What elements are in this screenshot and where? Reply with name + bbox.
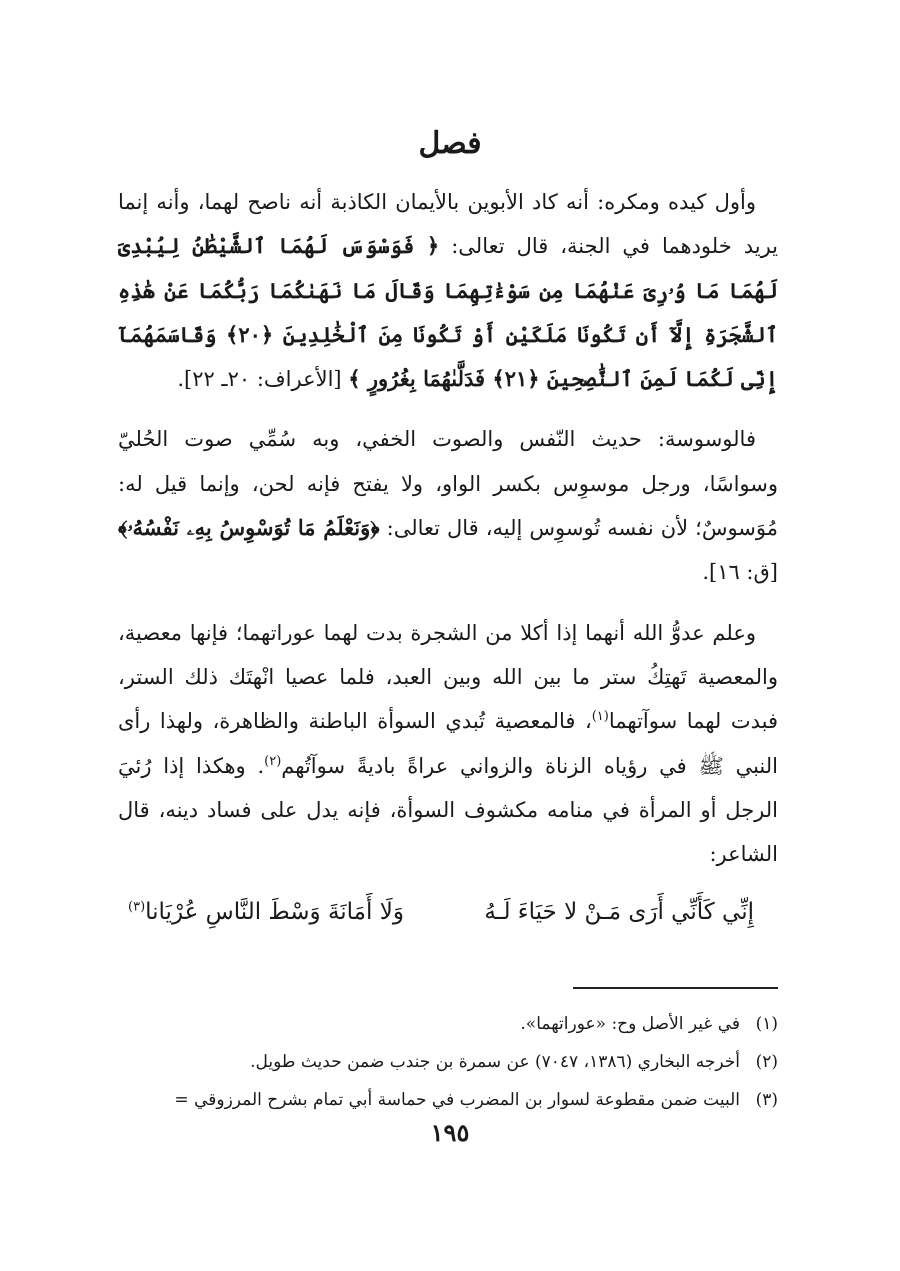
verse-reference-araf: [الأعراف: ٢٠ـ ٢٢].: [177, 367, 349, 392]
paragraph-3-text-c: . وهكذا إذا رُئيَ الرجل أو المرأة في منامه مكشوف السوأة، فإنه يدل على فساد دينه، قال الشاعر:: [118, 753, 778, 867]
footnote-ref-3[interactable]: (٣): [128, 899, 146, 915]
paragraph-3-text-a: وعلم عدوُّ الله أنهما إذا أكلا من الشجرة بدت لهما عوراتهما؛ فإنها معصية، والمعصية تَهتِكُ ستر ما بين الله وبين العبد، فلما عصيا انْهتَك ذلك الستر، فبدت لهما سوآتهما: [118, 620, 778, 734]
poem-hemistich-1: إِنِّي كَأَنِّي أَرَى مَـنْ لا حَيَاءَ لَـهُ: [484, 899, 754, 926]
poem-hemistich-2-wrap: [128, 890, 404, 934]
footnotes: [118, 1005, 778, 1119]
footnote-text: البيت ضمن مقطوعة لسوار بن المضرب في حماسة أبي تمام بشرح المرزوقي =: [174, 1090, 740, 1110]
page-number: ١٩٥: [430, 1118, 470, 1147]
footnote-text: في غير الأصل وح: «عوراتهما».: [520, 1014, 740, 1034]
footnote-number: (١): [755, 1014, 778, 1034]
paragraph-3-text-b: ، فالمعصية تُبدي السوأة الباطنة والظاهرة، ولهذا رأى النبي ﷺ في رؤياه الزناة والزواني عراةً باديةً سوآتُهم: [118, 709, 778, 778]
verse-reference-qaf: [ق: ١٦].: [702, 560, 778, 585]
footnote-text: أخرجه البخاري (١٣٨٦، ٧٠٤٧) عن سمرة بن جندب ضمن حديث طويل.: [250, 1052, 740, 1072]
paragraph-2-text: فالوسوسة: حديث النّفس والصوت الخفي، وبه سُمِّي صوت الحُليّ وسواسًا، ورجل موسوِس بكسر الواو، ولا يفتح فإنه لحن، وإنما قيل له: مُوَسوسٌ؛ لأن نفسه تُوسوِس إليه، قال تعالى:: [118, 427, 778, 541]
footnote-ref-1[interactable]: (١): [591, 709, 609, 725]
footnote-item: [118, 1081, 778, 1119]
footnote-divider: [573, 987, 778, 989]
section-title: فصل: [418, 126, 482, 161]
quran-verse-araf: ﴿ فَوَسْوَسَ لَهُمَا ٱلشَّيْطَٰنُ لِيُبْدِىَ لَهُمَا مَا وُۥرِىَ عَنْهُمَا مِن سَوْءَٰتِهِمَا وَقَالَ مَا نَهَىٰكُمَا رَبُّكُمَا عَنْ هَٰذِهِ ٱلشَّجَرَةِ إِلَّآ أَن تَكُونَا مَلَكَيْنِ أَوْ تَكُونَا مِنَ ٱلْخَٰلِدِينَ ﴿٢٠﴾ وَقَاسَمَهُمَآ إِنِّى لَكُمَا لَمِنَ ٱلنَّٰصِحِينَ ﴿٢١﴾ فَدَلَّىٰهُمَا بِغُرُورٍ ﴾: [118, 233, 779, 392]
poem-verse: [118, 890, 778, 934]
main-text: [118, 180, 778, 934]
footnote-item: [118, 1043, 778, 1081]
quran-verse-qaf: ﴿وَنَعْلَمُ مَا تُوَسْوِسُ بِهِۦ نَفْسُهُۥ﴾: [118, 515, 380, 541]
footnote-item: [118, 1005, 778, 1043]
footnote-number: (٢): [755, 1052, 778, 1072]
poem-hemistich-2: وَلَا أَمَانَةَ وَسْطَ النَّاسِ عُرْيَانا: [145, 899, 404, 926]
paragraph-2: [118, 417, 778, 594]
paragraph-1: [118, 180, 778, 401]
footnote-ref-2[interactable]: (٢): [264, 753, 282, 769]
footnote-number: (٣): [755, 1090, 778, 1110]
paragraph-3: [118, 611, 778, 877]
paragraph-1-text: وأول كيده ومكره: أنه كاد الأبوين بالأيمان الكاذبة أنه ناصح لهما، وأنه إنما يريد خلودهما في الجنة، قال تعالى:: [118, 190, 778, 259]
